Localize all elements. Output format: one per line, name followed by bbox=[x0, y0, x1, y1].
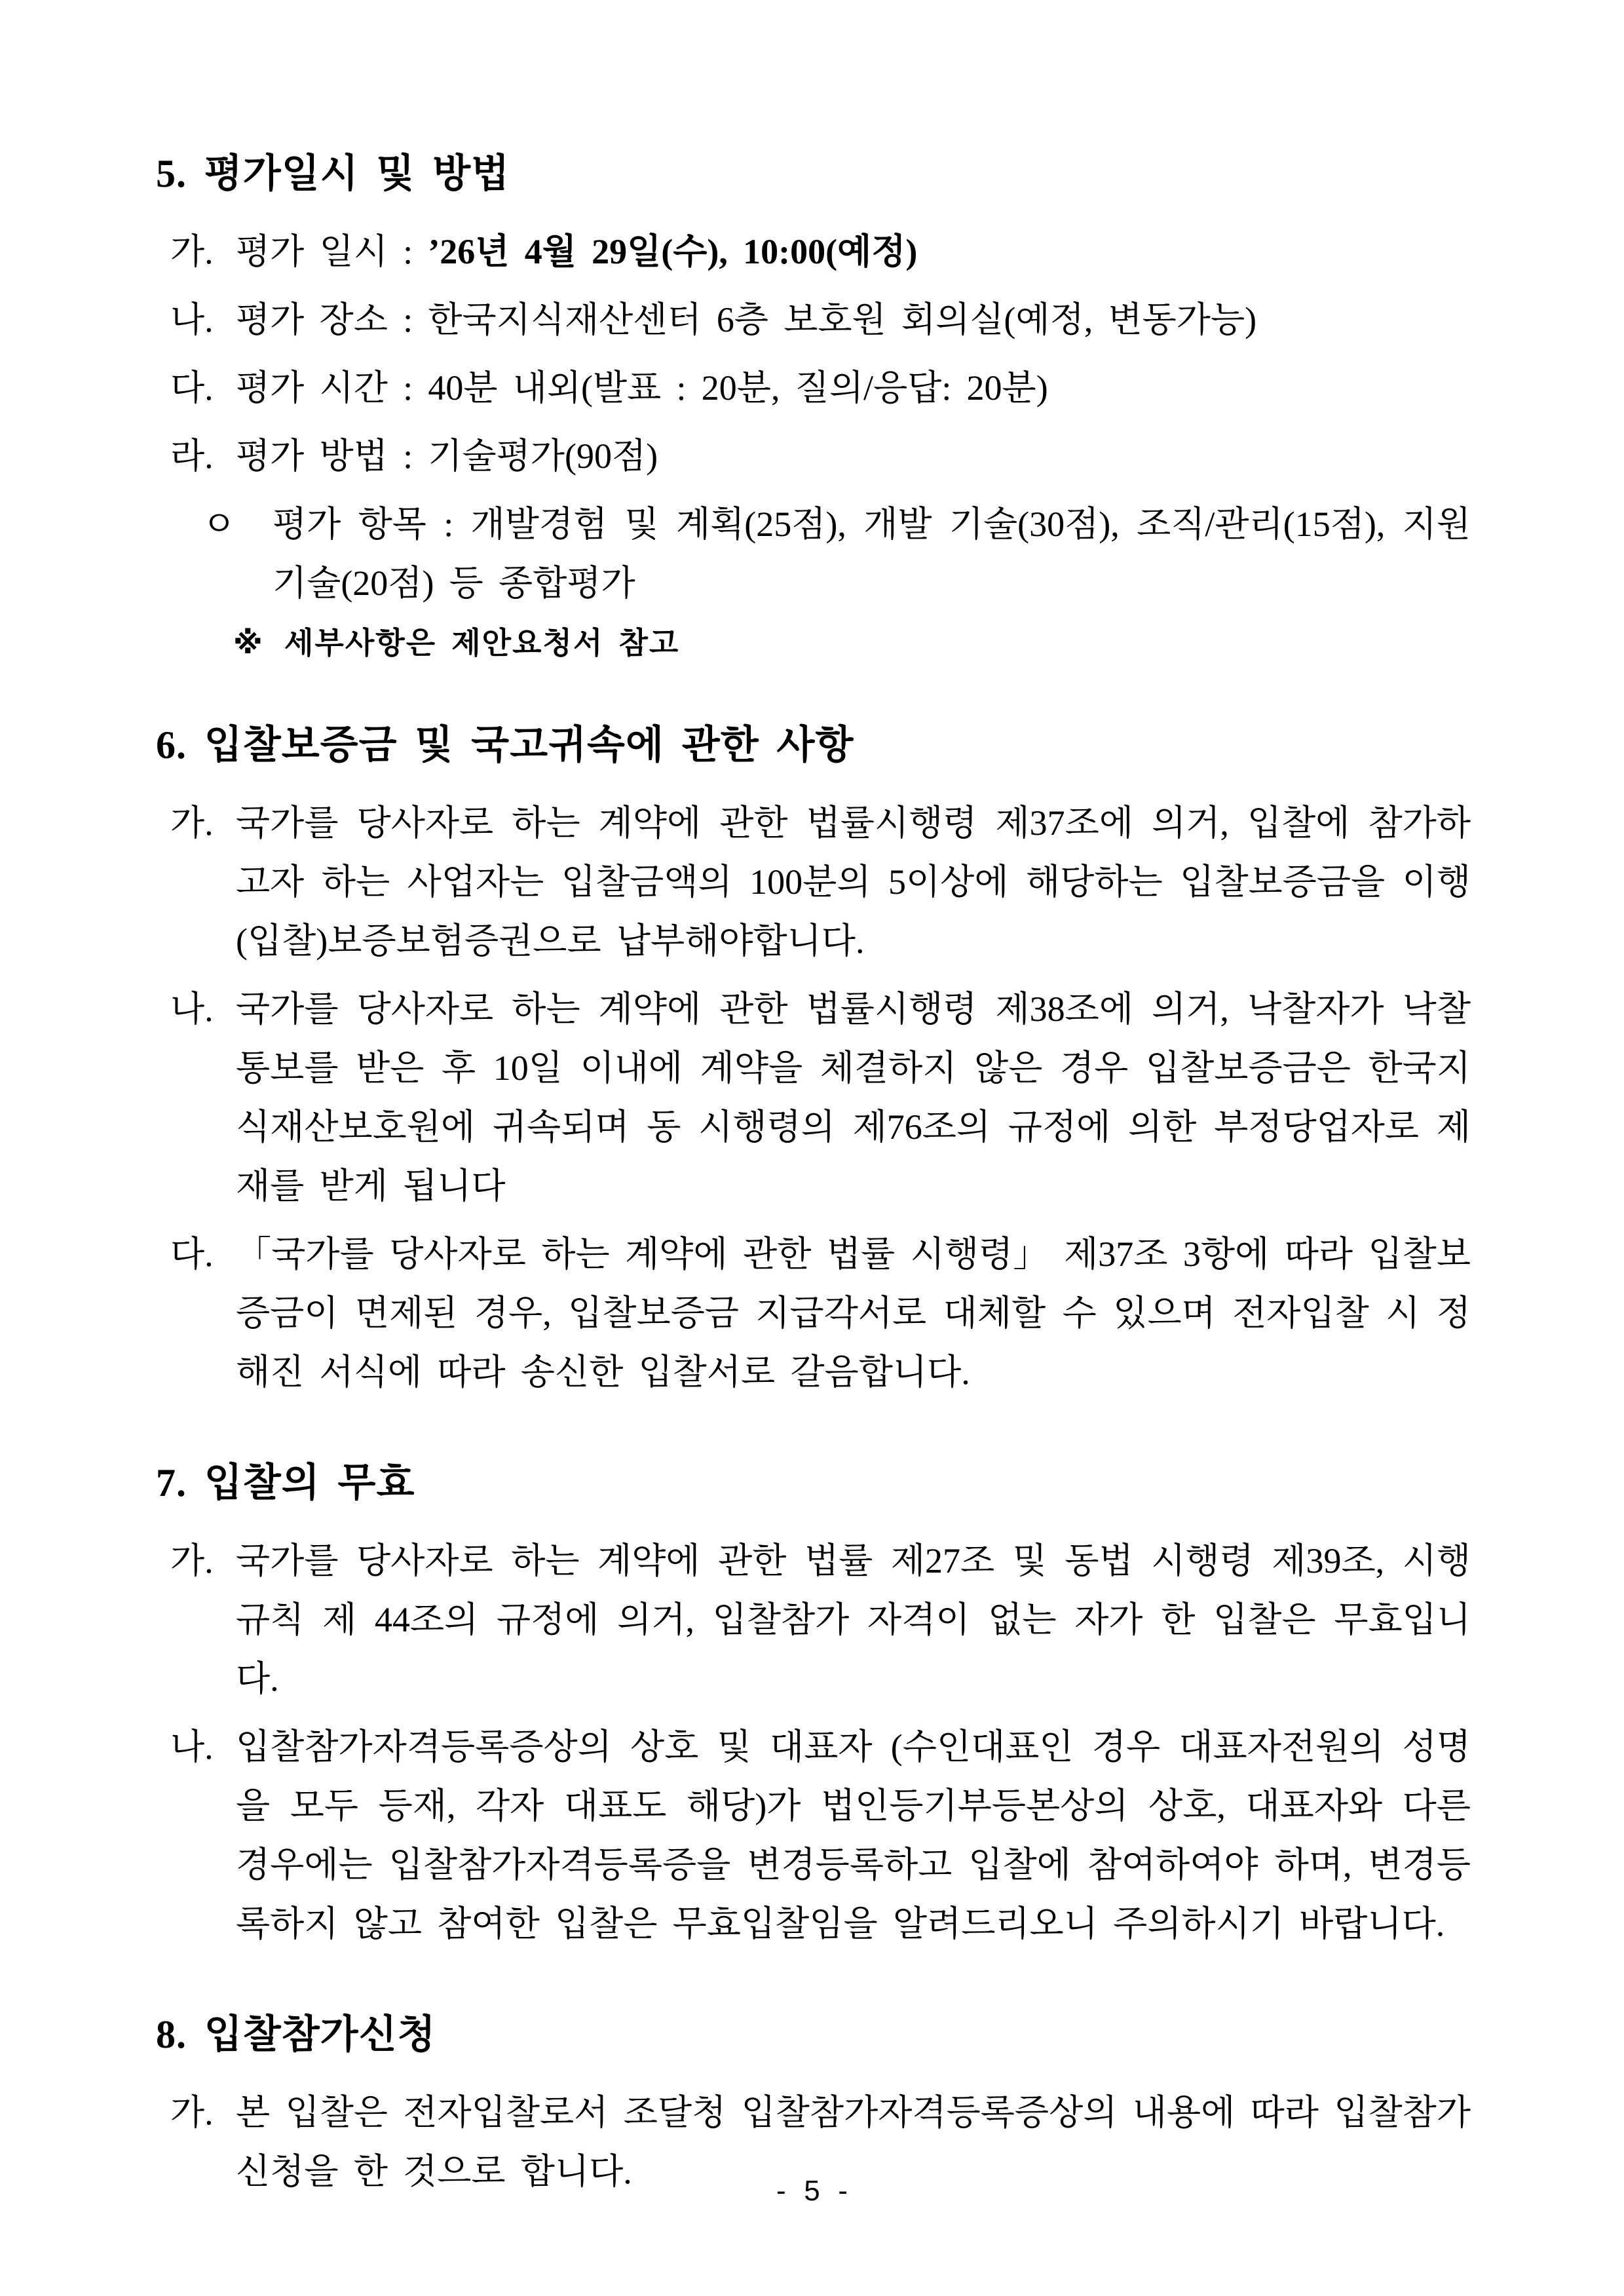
list-item bbox=[170, 290, 1471, 349]
item-text: 평가 방법 : 기술평가(90점) bbox=[236, 436, 658, 476]
item-text: 본 입찰은 전자입찰로서 조달청 입찰참가자격등록증상의 내용에 따라 입찰참가신청을 한 것으로 합니다. bbox=[236, 2093, 1471, 2191]
section-5 bbox=[156, 147, 1471, 664]
item-text: 국가를 당사자로 하는 계약에 관한 법률 제27조 및 동법 시행령 제39조, 시행규칙 제 44조의 규정에 의거, 입찰참가 자격이 없는 자가 한 입찰은 무효입니다. bbox=[236, 1541, 1471, 1698]
item-label: 나. bbox=[170, 300, 214, 339]
list-item bbox=[170, 1225, 1471, 1402]
item-text-prefix: 평가 일시 : bbox=[236, 232, 428, 271]
item-label: 가. bbox=[170, 803, 214, 843]
item-text: 국가를 당사자로 하는 계약에 관한 법률시행령 제37조에 의거, 입찰에 참가하고자 하는 사업자는 입찰금액의 100분의 5이상에 해당하는 입찰보증금을 이행(입찰)보증보험증권으로 납부해야합니다. bbox=[236, 803, 1471, 961]
list-item bbox=[170, 794, 1471, 970]
item-label: 라. bbox=[170, 436, 214, 476]
list-item bbox=[170, 222, 1471, 281]
section-heading: 8. 입찰참가신청 bbox=[156, 2013, 436, 2056]
list-item bbox=[170, 358, 1471, 417]
list-item bbox=[170, 1717, 1471, 1953]
list-item bbox=[170, 1531, 1471, 1708]
bullet-item bbox=[202, 495, 1471, 613]
item-text: 세부사항은 제안요청서 참고 bbox=[284, 626, 680, 660]
item-text-bold: ’26년 4월 29일(수), 10:00(예정) bbox=[428, 232, 918, 271]
item-label: 나. bbox=[170, 989, 214, 1029]
note-item bbox=[233, 622, 1471, 664]
section-heading: 6. 입찰보증금 및 국고귀속에 관한 사항 bbox=[156, 723, 854, 767]
section-8 bbox=[156, 2008, 1471, 2201]
list-item bbox=[170, 427, 1471, 486]
item-label: 가. bbox=[170, 1541, 214, 1580]
list-item bbox=[170, 980, 1471, 1215]
item-text: 「국가를 당사자로 하는 계약에 관한 법률 시행령」 제37조 3항에 따라 입찰보증금이 면제된 경우, 입찰보증금 지급각서로 대체할 수 있으며 전자입찰 시 정해진 서식에 따라 송신한 입찰서로 갈음합니다. bbox=[236, 1234, 1471, 1392]
item-text bbox=[236, 232, 917, 271]
section-heading: 7. 입찰의 무효 bbox=[156, 1461, 415, 1504]
item-text: 평가 시간 : 40분 내외(발표 : 20분, 질의/응답: 20분) bbox=[236, 368, 1048, 408]
section-heading: 5. 평가일시 및 방법 bbox=[156, 152, 510, 195]
item-label: 가. bbox=[170, 2093, 214, 2132]
item-text: 입찰참가자격등록증상의 상호 및 대표자 (수인대표인 경우 대표자전원의 성명을 모두 등재, 각자 대표도 해당)가 법인등기부등본상의 상호, 대표자와 다른 경우에는 입찰참가자격등록증을 변경등록하고 입찰에 참여하여야 하며, 변경등록하지 않고 참여한 입찰은 무효입찰임을 알려드리오니 주의하시기 바랍니다. bbox=[236, 1727, 1471, 1943]
item-label: 가. bbox=[170, 232, 214, 271]
item-label: 나. bbox=[170, 1727, 214, 1767]
item-text: 국가를 당사자로 하는 계약에 관한 법률시행령 제38조에 의거, 낙찰자가 낙찰통보를 받은 후 10일 이내에 계약을 체결하지 않은 경우 입찰보증금은 한국지식재산보호원에 귀속되며 동 시행령의 제76조의 규정에 의한 부정당업자로 제재를 받게 됩니다 bbox=[236, 989, 1471, 1206]
page-number: - 5 - bbox=[776, 2175, 848, 2207]
item-label: 다. bbox=[170, 368, 214, 408]
item-text: 평가 장소 : 한국지식재산센터 6층 보호원 회의실(예정, 변동가능) bbox=[236, 300, 1257, 339]
item-label: 다. bbox=[170, 1234, 214, 1274]
item-text: 평가 항목 : 개발경험 및 계획(25점), 개발 기술(30점), 조직/관리(15점), 지원 기술(20점) 등 종합평가 bbox=[273, 505, 1471, 603]
item-label: ※ bbox=[233, 626, 264, 660]
section-6 bbox=[156, 719, 1471, 1402]
item-label: ㅇ bbox=[202, 505, 236, 544]
section-7 bbox=[156, 1457, 1471, 1953]
document-body bbox=[156, 147, 1471, 2201]
